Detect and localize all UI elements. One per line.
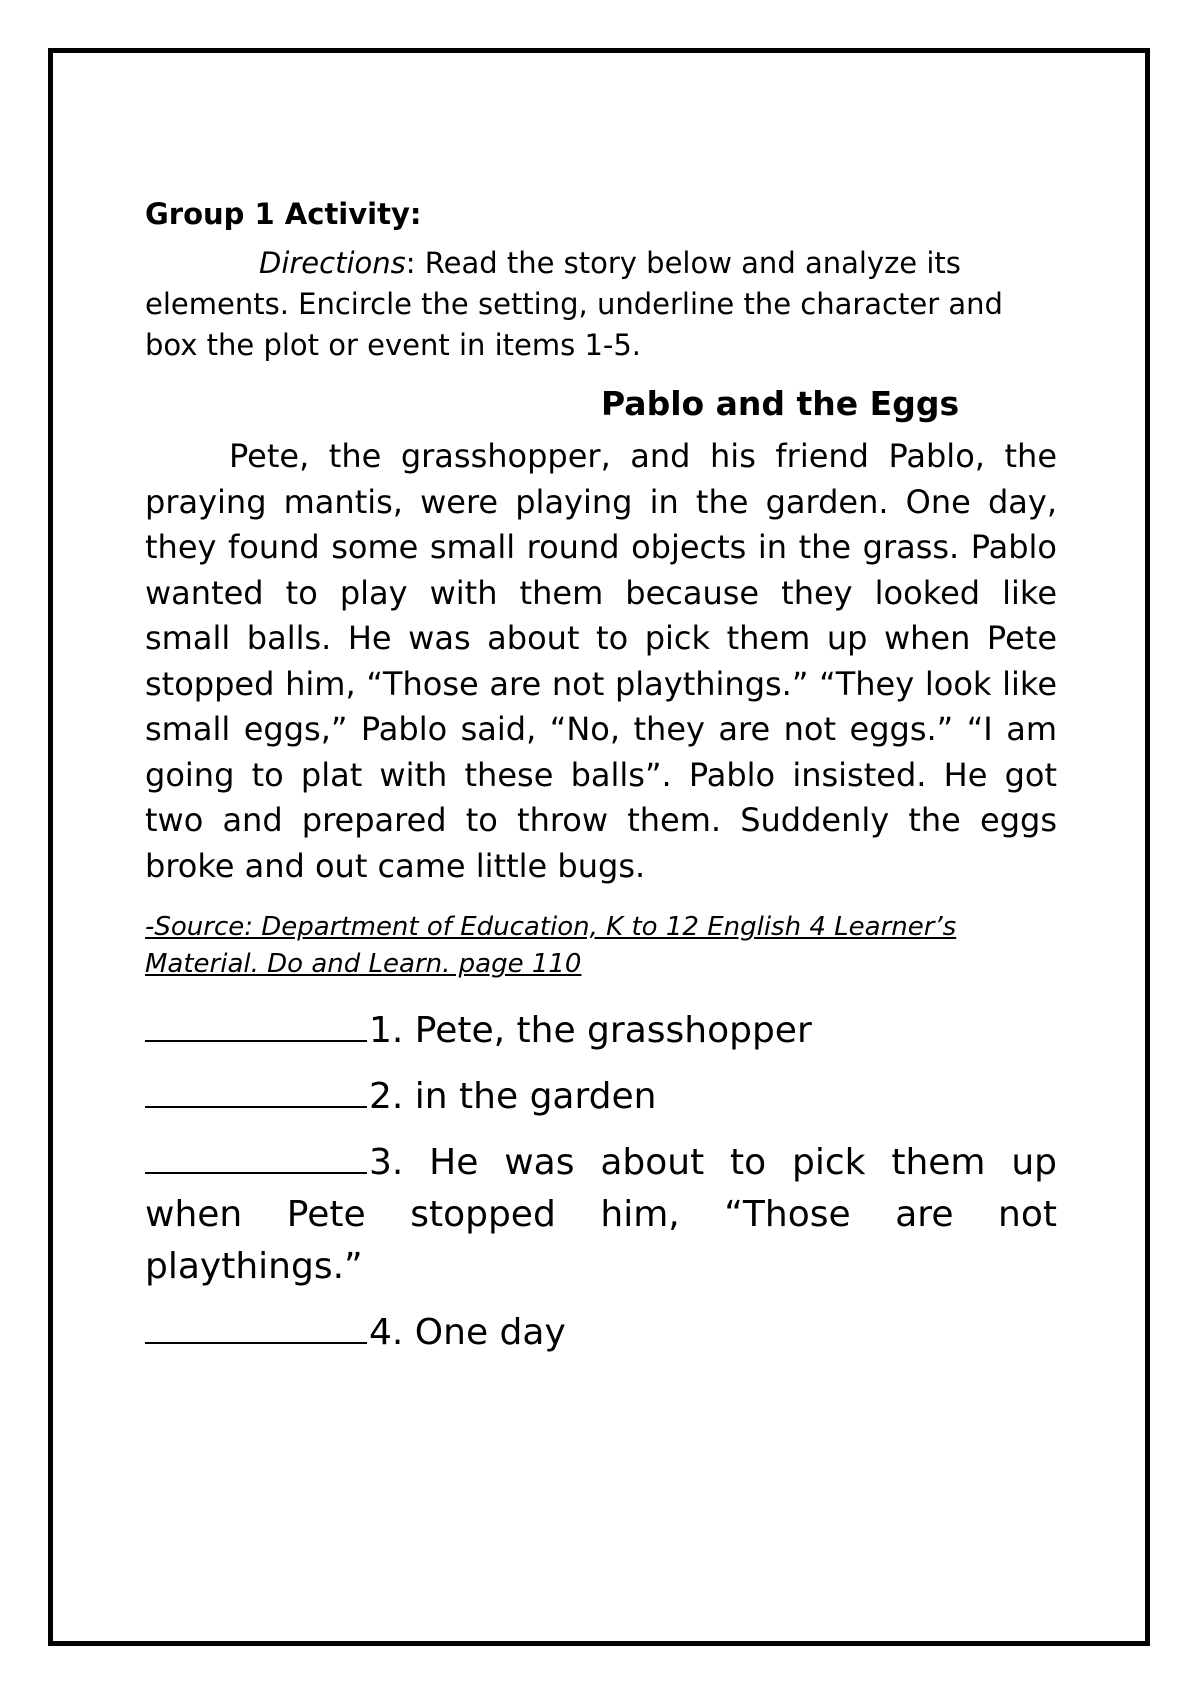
answer-blank[interactable] bbox=[145, 1010, 367, 1042]
directions-paragraph bbox=[145, 243, 1057, 366]
item-text: 1. Pete, the grasshopper bbox=[369, 1010, 812, 1051]
answer-blank[interactable] bbox=[145, 1142, 367, 1174]
answer-item bbox=[145, 1137, 1057, 1293]
answer-blank[interactable] bbox=[145, 1312, 367, 1344]
story-text: Pete, the grasshopper, and his friend Pablo, the praying mantis, were playing in the garden. One day, they found some small round objects in the grass. Pablo wanted to play with them because they looked like small balls. He was about to pick them up when Pete stopped him, “Those are not playthings.” “They look like small eggs,” Pablo said, “No, they are not eggs.” “I am going to plat with these balls”. Pablo insisted. He got two and prepared to throw them. Suddenly the eggs broke and out came little bugs. bbox=[145, 437, 1057, 885]
source-citation: -Source: Department of Education, K to 12 English 4 Learner’s Material. Do and Learn. page 110 bbox=[145, 912, 957, 979]
item-text: 2. in the garden bbox=[369, 1076, 657, 1117]
directions-label: Directions bbox=[259, 246, 406, 280]
item-text: 3. He was about to pick them up when Pete stopped him, “Those are not playthings.” bbox=[145, 1142, 1057, 1287]
answer-blank[interactable] bbox=[145, 1076, 367, 1108]
activity-heading: Group 1 Activity: bbox=[145, 197, 422, 231]
directions-text: : Read the story below and analyze its elements. Encircle the setting, underline the character and box the plot or event in items 1-5. bbox=[145, 246, 1003, 362]
item-text: 4. One day bbox=[369, 1312, 566, 1353]
worksheet-content bbox=[145, 195, 1057, 1359]
answer-item bbox=[145, 1307, 1057, 1359]
answer-item bbox=[145, 1005, 1057, 1057]
story-title: Pablo and the Eggs bbox=[601, 384, 960, 423]
answer-item bbox=[145, 1071, 1057, 1123]
